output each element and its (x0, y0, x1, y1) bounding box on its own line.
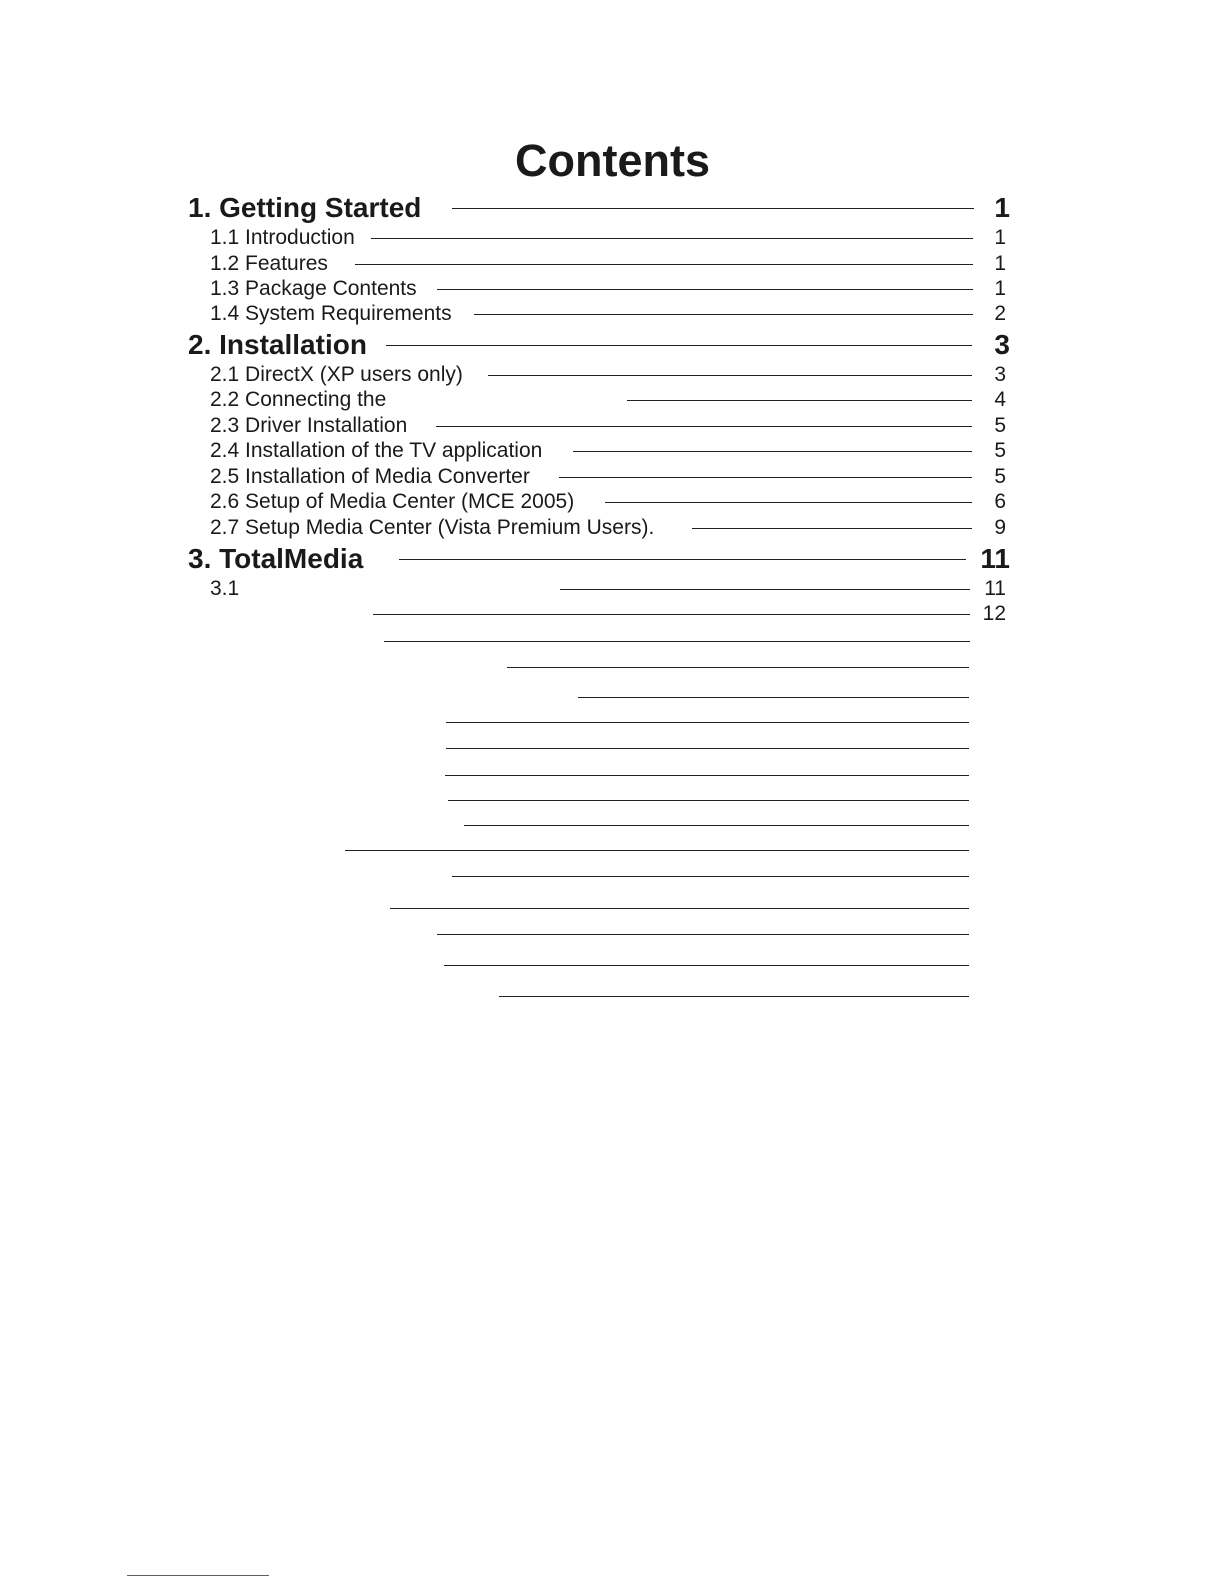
toc-entry (0, 299, 1225, 329)
toc-leader-line (446, 748, 969, 749)
toc-entry-heading (0, 544, 1225, 574)
toc-entry-page: 2 (994, 302, 1006, 325)
toc-leader-line (345, 850, 969, 851)
toc-leader-line (692, 528, 972, 529)
toc-entry-label: 2.4 Installation of the TV application (210, 439, 543, 462)
toc-entry-page: 11 (980, 543, 1010, 574)
toc-entry-page: 1 (994, 252, 1006, 275)
toc-entry-heading (0, 330, 1225, 360)
toc-leader-line (445, 775, 969, 776)
toc-leader-line (436, 426, 972, 427)
toc-entry-label: 2.6 Setup of Media Center (MCE 2005) (210, 490, 575, 513)
toc-leader-line (444, 965, 969, 966)
toc-leader-line (488, 375, 972, 376)
toc-leader-line (507, 667, 969, 668)
toc-leader-line (437, 934, 969, 935)
toc-leader-line (446, 722, 969, 723)
toc-leader-line (560, 589, 970, 590)
toc-entry-page: 1 (994, 277, 1006, 300)
toc-entry-page: 11 (984, 577, 1006, 600)
toc-entry-page: 12 (982, 602, 1006, 625)
toc-entry-page: 5 (994, 465, 1006, 488)
toc-leader-line (384, 641, 970, 642)
toc-entry-label: 1.3 Package Contents (210, 277, 417, 300)
toc-entry-page: 3 (994, 329, 1010, 360)
toc-entry-heading (0, 193, 1225, 223)
toc-entry-label: 1.4 System Requirements (210, 302, 452, 325)
toc-leader-line (499, 996, 969, 997)
toc-entry-page: 1 (994, 192, 1010, 223)
toc-leader-line (464, 825, 969, 826)
toc-entry-label: 3.1 (210, 577, 240, 600)
toc-entry-page: 4 (994, 388, 1006, 411)
footer-rule (127, 1575, 269, 1576)
toc-entry-page: 6 (994, 490, 1006, 513)
toc-entry-label: 2.7 Setup Media Center (Vista Premium Users). (210, 516, 655, 539)
toc-leader-line (474, 314, 973, 315)
toc-entry-label: 1.1 Introduction (210, 226, 355, 249)
toc-entry-page: 3 (994, 363, 1006, 386)
toc-entry (0, 513, 1225, 543)
toc-leader-line (452, 876, 969, 877)
toc-leader-line (355, 264, 973, 265)
toc-leader-line (559, 477, 972, 478)
toc-entry-label: 3. TotalMedia (188, 543, 364, 574)
toc-entry-label: 2. Installation (188, 329, 367, 360)
toc-entry-page: 1 (994, 226, 1006, 249)
toc-entry-label: 1.2 Features (210, 252, 328, 275)
toc-leader-line (605, 502, 972, 503)
toc-leader-line (578, 697, 969, 698)
toc-leader-line (390, 908, 969, 909)
toc-leader-line (452, 208, 974, 209)
toc-entry-label: 2.1 DirectX (XP users only) (210, 363, 463, 386)
toc-leader-line (371, 238, 973, 239)
toc-entry-page: 5 (994, 439, 1006, 462)
toc-leader-line (399, 559, 966, 560)
toc-leader-line (373, 614, 970, 615)
toc-leader-line (448, 800, 969, 801)
toc-leader-line (386, 345, 972, 346)
toc-entry-page: 5 (994, 414, 1006, 437)
toc-entry-label: 1. Getting Started (188, 192, 422, 223)
toc-entry-label: 2.2 Connecting the (210, 388, 387, 411)
toc-entry-page: 9 (994, 516, 1006, 539)
toc-leader-line (437, 289, 973, 290)
toc-entry (0, 599, 1225, 629)
toc-leader-line (573, 451, 972, 452)
toc-entry-label: 2.3 Driver Installation (210, 414, 408, 437)
page-title: Contents (515, 135, 710, 186)
toc-entry-label: 2.5 Installation of Media Converter (210, 465, 530, 488)
toc-leader-line (627, 400, 972, 401)
